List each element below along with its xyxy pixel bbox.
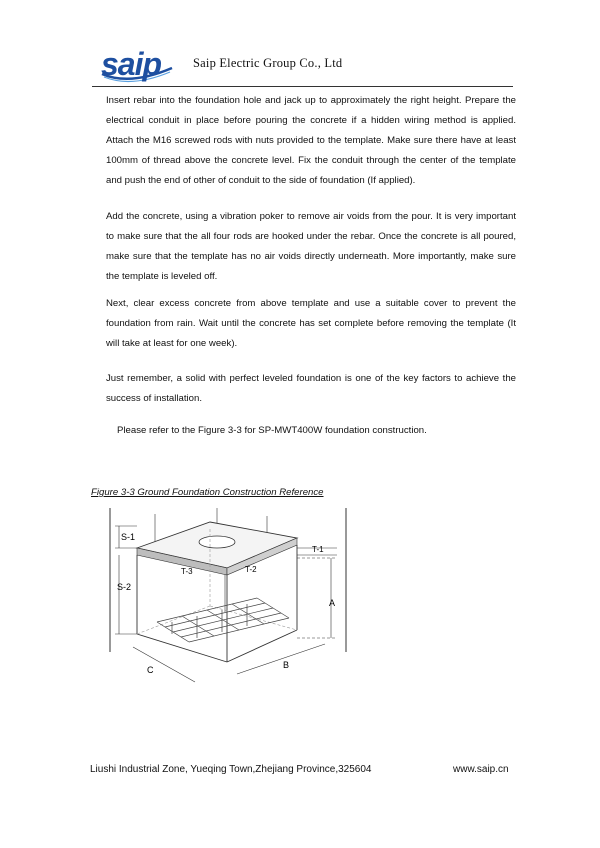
paragraph-concrete: Add the concrete, using a vibration poker to remove air voids from the pour. It is very important to make sure that the all four rods are hooked under the rebar. Once the concrete is all poured, make sure that the template has no air voids directly underneath. More importantly, make sure the template is leveled off.: [106, 211, 516, 282]
label-c: C: [147, 665, 154, 675]
figure-caption: Figure 3-3 Ground Foundation Construction Reference: [91, 487, 324, 498]
footer-website: www.saip.cn: [453, 764, 509, 775]
label-t2: T-2: [245, 565, 257, 574]
label-b: B: [283, 660, 290, 670]
foundation-diagram: [107, 502, 354, 692]
footer-address: Liushi Industrial Zone, Yueqing Town,Zhejiang Province,325604: [90, 764, 372, 775]
label-s1: S-1: [121, 532, 136, 542]
company-name: Saip Electric Group Co., Ltd: [193, 56, 343, 70]
logo-text: saip: [101, 46, 162, 82]
label-s2: S-2: [117, 582, 132, 592]
label-t1: T-1: [312, 545, 324, 554]
paragraph-remember: Just remember, a solid with perfect leveled foundation is one of the key factors to achieve the success of installation.: [106, 373, 516, 404]
paragraph-rebar: Insert rebar into the foundation hole and jack up to approximately the right height. Prepare the electrical conduit in place before pouring the concrete if a hidden wiring method is applied. Attach the M16 screwed rods with nuts provided to the template. Make sure there have at least 100mm of thread above the concrete level. Fix the conduit through the center of the template and push the end of other of conduit to the side of foundation (If applied).: [106, 95, 516, 186]
paragraph-clear: Next, clear excess concrete from above template and use a suitable cover to prevent the foundation from rain. Wait until the concrete has set complete before removing the template (It will take at least for one week).: [106, 298, 516, 349]
paragraph-refer: Please refer to the Figure 3-3 for SP-MWT400W foundation construction.: [117, 425, 427, 436]
label-t3: T-3: [181, 567, 193, 576]
header-divider: [92, 86, 513, 87]
label-a: A: [329, 598, 336, 608]
